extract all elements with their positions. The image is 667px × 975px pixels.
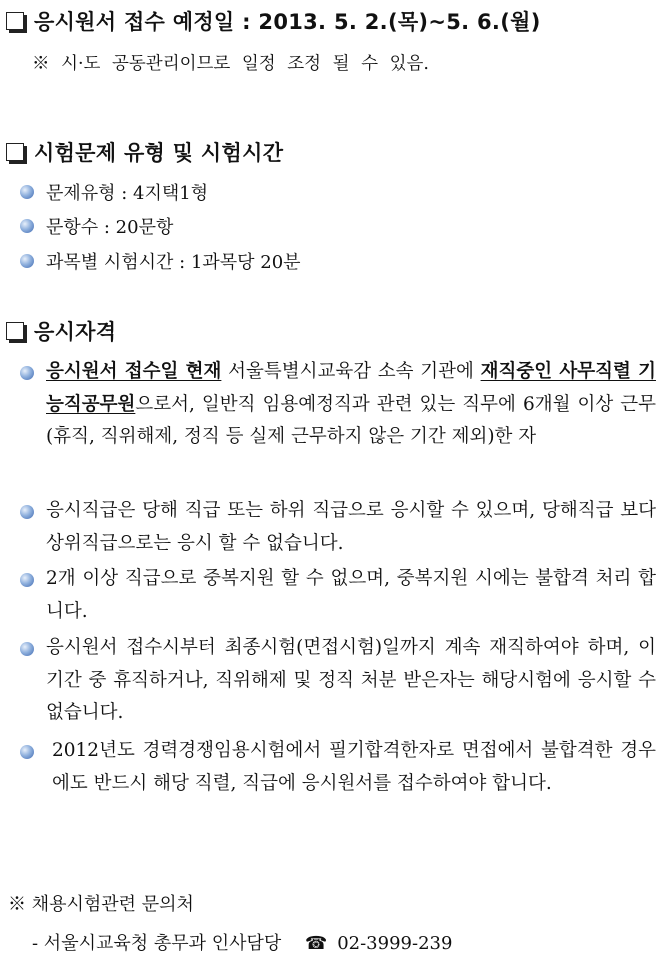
- contact-department: - 서울시교육청 총무과 인사담당: [32, 933, 282, 954]
- contact-phone: 02-3999-239: [337, 933, 453, 954]
- bullet-icon: [20, 185, 34, 199]
- list-item: 문제유형 : 4지택1형: [20, 179, 656, 205]
- eligibility-item-3: 2개 이상 직급으로 중복지원 할 수 없으며, 중복지원 시에는 불합격 처리 합니다.: [20, 563, 656, 628]
- bullet-icon: [20, 573, 34, 587]
- list-item: 문항수 : 20문항: [20, 213, 656, 239]
- eligibility-item-1: [20, 356, 656, 454]
- section-schedule-heading: [6, 6, 541, 36]
- eligibility-item-2: 응시직급은 당해 직급 또는 하위 직급으로 응시할 수 있으며, 당해직급 보다 상위직급으로는 응시 할 수 없습니다.: [20, 495, 656, 560]
- bullet-icon: [20, 745, 34, 759]
- eligibility-text-1: 응시원서 접수일 현재 서울특별시교육감 소속 기관에 재직중인 사무직렬 기능직공무원으로서, 일반직 임용예정직과 관련 있는 직무에 6개월 이상 근무(휴직, 직위해제, 정직 등 실제 근무하지 않은 기간 제외)한 자: [46, 361, 656, 447]
- contact-line: [32, 929, 452, 955]
- bullet-icon: [20, 219, 34, 233]
- exam-type-title: 시험문제 유형 및 시험시간: [34, 141, 284, 165]
- contact-title: ※ 채용시험관련 문의처: [8, 894, 194, 915]
- checkbox-square-icon: [6, 143, 24, 161]
- checkbox-square-icon: [6, 322, 24, 340]
- section-eligibility-heading: [6, 316, 116, 346]
- bullet-icon: [20, 254, 34, 268]
- checkbox-square-icon: [6, 12, 24, 30]
- eligibility-item-4: 응시원서 접수시부터 최종시험(면접시험)일까지 계속 재직하여야 하며, 이 기간 중 휴직하거나, 직위해제 및 정직 처분 받은자는 해당시험에 응시할 수 없습니다.: [20, 632, 656, 730]
- section-exam-type-heading: [6, 137, 283, 167]
- bullet-icon: [20, 642, 34, 656]
- schedule-note: ※ 시·도 공동관리이므로 일정 조정 될 수 있음.: [32, 54, 429, 74]
- bullet-icon: [20, 505, 34, 519]
- eligibility-title: 응시자격: [34, 320, 117, 344]
- phone-icon: ☎: [305, 933, 328, 954]
- list-item: 과목별 시험시간 : 1과목당 20분: [20, 248, 656, 274]
- bullet-icon: [20, 366, 34, 380]
- eligibility-item-5: 2012년도 경력경쟁임용시험에서 필기합격한자로 면접에서 불합격한 경우에도 반드시 해당 직렬, 직급에 응시원서를 접수하여야 합니다.: [20, 735, 656, 800]
- schedule-title: 응시원서 접수 예정일 : 2013. 5. 2.(목)~5. 6.(월): [34, 10, 541, 34]
